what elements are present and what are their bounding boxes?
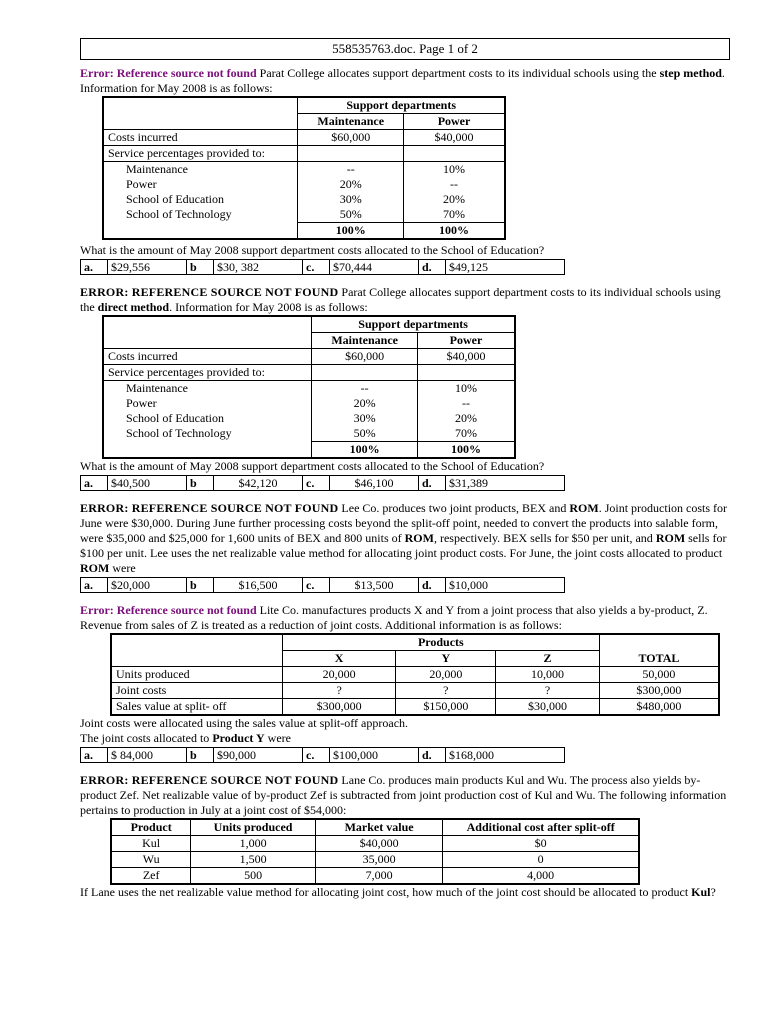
table-cell: 20% (298, 177, 404, 192)
question-1-intro: Information for May 2008 is as follows: (80, 81, 273, 95)
table-total: 100% (298, 223, 404, 240)
table-cell: Wu (111, 852, 191, 868)
table-cell: 20% (404, 192, 505, 207)
table-cell: 10,000 (496, 667, 600, 683)
answer-c-value[interactable]: $46,100 (330, 476, 419, 491)
answer-d-label: d. (419, 748, 446, 763)
table-cell: $300,000 (282, 699, 396, 716)
answer-a-label: a. (81, 748, 108, 763)
table-total: 100% (417, 442, 515, 459)
row-label: Costs incurred (103, 349, 312, 365)
table-cell: ? (396, 683, 496, 699)
col-y: Y (396, 651, 496, 667)
row-label: School of Education (103, 411, 312, 426)
table-cell: 500 (191, 868, 316, 885)
answer-b-label: b (187, 260, 214, 275)
table-cell: $30,000 (496, 699, 600, 716)
table-cell: 50% (312, 426, 418, 442)
answer-d-value[interactable]: $49,125 (446, 260, 565, 275)
answer-c-value[interactable]: $70,444 (330, 260, 419, 275)
question-1 (80, 66, 730, 275)
row-label: School of Technology (103, 426, 312, 442)
answer-d-label: d. (419, 578, 446, 593)
col-market-value: Market value (315, 819, 442, 836)
error-reference: ERROR: REFERENCE SOURCE NOT FOUND (80, 285, 339, 299)
answer-b-value[interactable]: $42,120 (214, 476, 303, 491)
question-5-question: If Lane uses the net realizable value method for allocating joint cost, how much of the joint cost should be allocated to product Kul? (80, 885, 716, 899)
row-label: Maintenance (103, 381, 312, 397)
col-total: TOTAL (599, 651, 719, 667)
table-cell: $60,000 (312, 349, 418, 365)
col-z: Z (496, 651, 600, 667)
lane-products-table (110, 818, 640, 885)
col-maintenance: Maintenance (298, 114, 404, 130)
col-maintenance: Maintenance (312, 333, 418, 349)
table-cell: $40,000 (315, 836, 442, 852)
answer-c-label: c. (303, 476, 330, 491)
answer-d-value[interactable]: $31,389 (446, 476, 565, 491)
table-cell: 1,500 (191, 852, 316, 868)
row-label: Service percentages provided to: (103, 365, 312, 381)
support-departments-table (102, 96, 506, 240)
page-header (80, 38, 730, 60)
row-label: Service percentages provided to: (103, 146, 298, 162)
question-2-prompt: ERROR: REFERENCE SOURCE NOT FOUND Parat College allocates support department costs to its individual schools using the direct method. Information for May 2008 is as follows: (80, 285, 721, 314)
answer-a-label: a. (81, 578, 108, 593)
answer-a-label: a. (81, 476, 108, 491)
table-cell: 30% (298, 192, 404, 207)
col-x: X (282, 651, 396, 667)
answer-options (80, 259, 565, 275)
answer-b-label: b (187, 578, 214, 593)
question-3-prompt: ERROR: REFERENCE SOURCE NOT FOUND Lee Co. produces two joint products, BEX and ROM. Joint production costs for June were $30,000. During June further processing costs beyond the split-off point, needed to convert the products into salable form, were $35,000 and $25,000 for 1,600 units of BEX and 800 units of ROM, respectively. BEX sells for $50 per unit, and ROM sells for $100 per unit. Lee uses the net realizable value method for allocating joint product costs. For June, the joint costs allocated to product ROM were (80, 501, 728, 575)
answer-d-label: d. (419, 476, 446, 491)
col-power: Power (417, 333, 515, 349)
answer-c-label: c. (303, 260, 330, 275)
row-label: School of Technology (103, 207, 298, 223)
support-departments-table (102, 315, 516, 459)
table-cell: 20,000 (396, 667, 496, 683)
col-power: Power (404, 114, 505, 130)
answer-d-label: d. (419, 260, 446, 275)
answer-options (80, 475, 565, 491)
answer-a-label: a. (81, 260, 108, 275)
row-label: Power (103, 177, 298, 192)
table-cell: $300,000 (599, 683, 719, 699)
table-cell: 50% (298, 207, 404, 223)
answer-options (80, 747, 565, 763)
question-4-note: Joint costs were allocated using the sales value at split-off approach. (80, 716, 409, 730)
products-table (110, 633, 720, 716)
table-cell: ? (496, 683, 600, 699)
table-cell: 35,000 (315, 852, 442, 868)
answer-c-value[interactable]: $100,000 (330, 748, 419, 763)
question-4 (80, 603, 730, 763)
question-2 (80, 285, 730, 491)
table-cell: 10% (417, 381, 515, 397)
question-4-prompt: Error: Reference source not found Lite Co. manufactures products X and Y from a joint process that also yields a by-product, Z. Revenue from sales of Z is treated as a reduction of joint costs. Additional information is as follows: (80, 603, 708, 632)
question-1-prompt: Error: Reference source not found Parat College allocates support department costs to its individual schools using the step method. (80, 66, 725, 80)
table-cell: 20% (312, 396, 418, 411)
answer-d-value[interactable]: $168,000 (446, 748, 565, 763)
table-group-header: Support departments (298, 97, 505, 114)
row-label: Sales value at split- off (111, 699, 282, 716)
table-cell: $480,000 (599, 699, 719, 716)
table-cell: $150,000 (396, 699, 496, 716)
answer-a-value[interactable]: $ 84,000 (108, 748, 187, 763)
question-4-question: The joint costs allocated to Product Y were (80, 731, 291, 745)
table-cell: 0 (443, 852, 639, 868)
table-cell: 7,000 (315, 868, 442, 885)
answer-options (80, 577, 565, 593)
page-header-title: 558535763.doc. Page 1 of 2 (332, 41, 478, 56)
table-cell: 20% (417, 411, 515, 426)
question-5-prompt: ERROR: REFERENCE SOURCE NOT FOUND Lane Co. produces main products Kul and Wu. The process also yields by-product Zef. Net realizable value of by-product Zef is subtracted from joint production cost of Kul and Wu. The following information pertains to production in July at a joint cost of $54,000: (80, 773, 727, 817)
table-cell: $40,000 (417, 349, 515, 365)
table-cell: 50,000 (599, 667, 719, 683)
table-cell: 1,000 (191, 836, 316, 852)
answer-d-value[interactable]: $10,000 (446, 578, 565, 593)
row-label: Units produced (111, 667, 282, 683)
question-1-question: What is the amount of May 2008 support department costs allocated to the School of Education? (80, 243, 545, 257)
row-label: Maintenance (103, 162, 298, 178)
col-additional-cost: Additional cost after split-off (443, 819, 639, 836)
question-5 (80, 773, 730, 900)
table-cell: Kul (111, 836, 191, 852)
table-cell: 10% (404, 162, 505, 178)
answer-b-label: b (187, 748, 214, 763)
error-reference: Error: Reference source not found (80, 66, 257, 80)
table-cell: 30% (312, 411, 418, 426)
col-product: Product (111, 819, 191, 836)
question-3 (80, 501, 730, 593)
answer-a-value[interactable]: $29,556 (108, 260, 187, 275)
table-total: 100% (312, 442, 418, 459)
table-total: 100% (404, 223, 505, 240)
table-cell: 70% (417, 426, 515, 442)
table-cell: $40,000 (404, 130, 505, 146)
answer-c-label: c. (303, 748, 330, 763)
row-label: Joint costs (111, 683, 282, 699)
answer-a-value[interactable]: $20,000 (108, 578, 187, 593)
question-2-question: What is the amount of May 2008 support department costs allocated to the School of Education? (80, 459, 545, 473)
answer-c-value[interactable]: $13,500 (330, 578, 419, 593)
answer-b-value[interactable]: $16,500 (214, 578, 303, 593)
table-cell: 4,000 (443, 868, 639, 885)
row-label: Power (103, 396, 312, 411)
table-group-header: Products (282, 634, 599, 651)
error-reference: ERROR: REFERENCE SOURCE NOT FOUND (80, 773, 339, 787)
table-cell: 20,000 (282, 667, 396, 683)
answer-a-value[interactable]: $40,500 (108, 476, 187, 491)
table-cell: $60,000 (298, 130, 404, 146)
error-reference: ERROR: REFERENCE SOURCE NOT FOUND (80, 501, 339, 515)
table-cell: $0 (443, 836, 639, 852)
row-label: School of Education (103, 192, 298, 207)
error-reference: Error: Reference source not found (80, 603, 257, 617)
table-cell: -- (417, 396, 515, 411)
answer-c-label: c. (303, 578, 330, 593)
table-cell: 70% (404, 207, 505, 223)
table-cell: ? (282, 683, 396, 699)
table-cell: -- (404, 177, 505, 192)
col-units-produced: Units produced (191, 819, 316, 836)
table-cell: Zef (111, 868, 191, 885)
table-cell: -- (312, 381, 418, 397)
answer-b-label: b (187, 476, 214, 491)
table-cell: -- (298, 162, 404, 178)
answer-b-value[interactable]: $30, 382 (214, 260, 303, 275)
answer-b-value[interactable]: $90,000 (214, 748, 303, 763)
table-group-header: Support departments (312, 316, 515, 333)
document-page (80, 38, 730, 910)
row-label: Costs incurred (103, 130, 298, 146)
